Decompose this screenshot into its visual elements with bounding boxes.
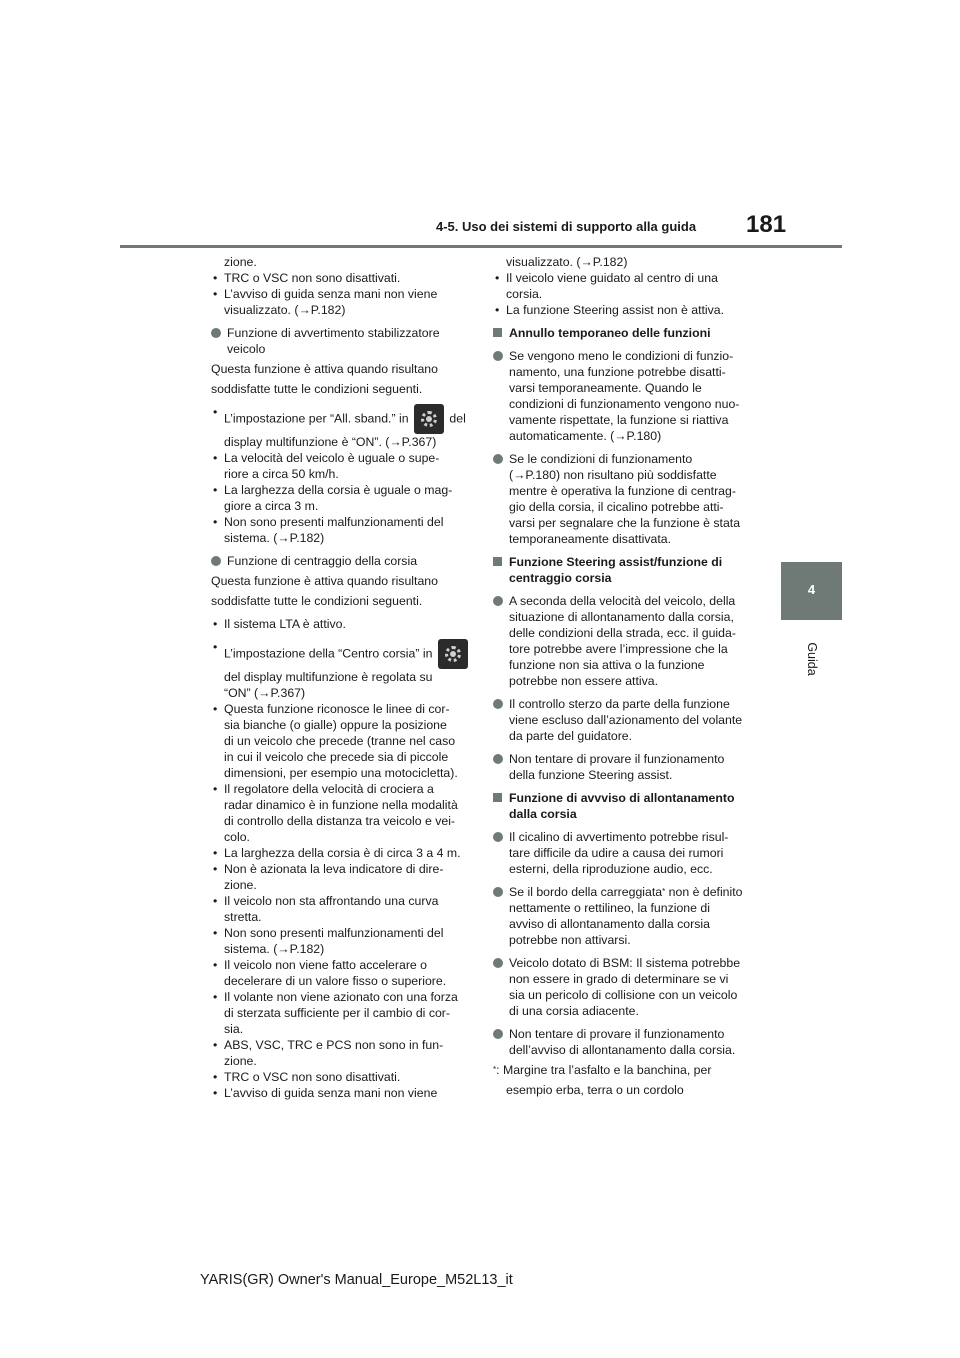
bullet-item: • TRC o VSC non sono disattivati. — [211, 270, 473, 286]
dot-marker-icon — [493, 351, 503, 361]
settings-gear-icon — [414, 404, 444, 434]
dot-marker-icon — [493, 832, 503, 842]
bullet-item: • Non sono presenti malfunzionamenti del sistema. (→P.182) — [211, 514, 473, 546]
dot-marker-icon — [493, 1029, 503, 1039]
header-rule — [120, 245, 842, 248]
section-square-heading: Annullo temporaneo delle funzioni — [493, 325, 755, 341]
paragraph: soddisfatte tutte le condizioni seguenti. — [211, 382, 423, 396]
bullet-item: • L’impostazione per “All. sband.” in del display multifunzione è “ON”. (→P.367) — [211, 404, 473, 450]
bullet-item: • L’avviso di guida senza mani non viene visualizzato. (→P.182) — [211, 286, 473, 318]
bullet-item: • Il volante non viene azionato con una forza di sterzata sufficiente per il cambio di cor- sia. — [211, 989, 473, 1037]
bullet-item: • Non è azionata la leva indicatore di dire- zione. — [211, 861, 473, 893]
bullet-item: • L’impostazione della “Centro corsia” in del display multifunzione è regolata su “ON” (→P.367) — [211, 639, 473, 701]
dot-marker-icon — [493, 699, 503, 709]
dot-marker-icon — [493, 454, 503, 464]
bullet-item: • L’avviso di guida senza mani non viene — [211, 1085, 473, 1101]
square-marker-icon — [493, 793, 502, 802]
bullet-item: • La velocità del veicolo è uguale o supe- riore a circa 50 km/h. — [211, 450, 473, 482]
dot-marker-icon — [493, 958, 503, 968]
bullet-item: • Non sono presenti malfunzionamenti del sistema. (→P.182) — [211, 925, 473, 957]
dot-item: Se il bordo della carreggiata* non è definito nettamente o rettilineo, la funzione di avviso di allontanamento dalla corsia potrebbe non attivarsi. — [493, 884, 755, 948]
footnote: *: Margine tra l’asfalto e la banchina, per — [493, 1063, 712, 1077]
dot-item: Il cicalino di avvertimento potrebbe risul- tare difficile da udire a causa dei rumori esterni, della riproduzione audio, ecc. — [493, 829, 755, 877]
square-marker-icon — [493, 328, 502, 337]
section-dot-heading: Funzione di centraggio della corsia — [211, 553, 473, 569]
section-square-heading: Funzione Steering assist/funzione di centraggio corsia — [493, 554, 755, 586]
text-line: visualizzato. (→P.182) — [506, 255, 628, 269]
bullet-item: • TRC o VSC non sono disattivati. — [211, 1069, 473, 1085]
paragraph: Questa funzione è attiva quando risultano — [211, 574, 438, 588]
left-column — [211, 254, 473, 1101]
dot-item: Non tentare di provare il funzionamento dell’avviso di allontanamento dalla corsia. — [493, 1026, 755, 1058]
settings-gear-icon — [438, 639, 468, 669]
bullet-item: • ABS, VSC, TRC e PCS non sono in fun- zione. — [211, 1037, 473, 1069]
bullet-item: • La funzione Steering assist non è attiva. — [493, 302, 755, 318]
dot-item: Il controllo sterzo da parte della funzione viene escluso dall’azionamento del volante da parte del guidatore. — [493, 696, 755, 744]
bullet-item: • Questa funzione riconosce le linee di cor- sia bianche (o gialle) oppure la posizione di un veicolo che precede (tranne nel caso in cui il veicolo che precede sia di piccole dimensioni, per esempio una motocicletta). — [211, 701, 473, 781]
chapter-number: 4 — [807, 582, 816, 597]
bullet-item: • Il regolatore della velocità di crociera a radar dinamico è in funzione nella modalità di controllo della distanza tra veicolo e vei- colo. — [211, 781, 473, 845]
dot-marker-icon — [493, 887, 503, 897]
bullet-item: • Il veicolo non sta affrontando una curva stretta. — [211, 893, 473, 925]
dot-marker-icon — [493, 754, 503, 764]
dot-marker-icon — [211, 556, 221, 566]
dot-marker-icon — [493, 596, 503, 606]
chapter-label: Guida — [805, 642, 819, 676]
bullet-item: • Il veicolo non viene fatto accelerare o decelerare di un valore fisso o superiore. — [211, 957, 473, 989]
right-column — [493, 254, 755, 1098]
chapter-tab[interactable] — [781, 562, 842, 620]
square-marker-icon — [493, 557, 502, 566]
footnote: esempio erba, terra o un cordolo — [506, 1083, 684, 1097]
bullet-item: • Il veicolo viene guidato al centro di una corsia. — [493, 270, 755, 302]
dot-item: Se vengono meno le condizioni di funzio- namento, una funzione potrebbe disatti- varsi temporaneamente. Quando le condizioni di funzionamento vengono nuo- vamente rispettate, la funzione si riattiva automaticamente. (→P.180) — [493, 348, 755, 444]
dot-item: Se le condizioni di funzionamento (→P.180) non risultano più soddisfatte mentre è operativa la funzione di centrag- gio della corsia, il cicalino potrebbe atti- varsi per segnalare che la funzione è stata temporaneamente disattivata. — [493, 451, 755, 547]
text-line: zione. — [224, 255, 257, 269]
section-square-heading: Funzione di avvviso di allontanamento dalla corsia — [493, 790, 755, 822]
bullet-item: • La larghezza della corsia è uguale o mag- giore a circa 3 m. — [211, 482, 473, 514]
bullet-item: • La larghezza della corsia è di circa 3 a 4 m. — [211, 845, 473, 861]
bullet-item: • Il sistema LTA è attivo. — [211, 616, 473, 632]
dot-item: A seconda della velocità del veicolo, della situazione di allontanamento dalla corsia, delle condizioni della strada, ecc. il guida- tore potrebbe avere l’impressione che la funzione non sia attiva o la funzione potrebbe non essere attiva. — [493, 593, 755, 689]
section-title: 4-5. Uso dei sistemi di supporto alla guida — [436, 219, 697, 234]
section-dot-heading: Funzione di avvertimento stabilizzatore veicolo — [211, 325, 473, 357]
dot-item: Non tentare di provare il funzionamento della funzione Steering assist. — [493, 751, 755, 783]
footer-document-id: YARIS(GR) Owner's Manual_Europe_M52L13_it — [200, 1272, 513, 1288]
paragraph: Questa funzione è attiva quando risultano — [211, 362, 438, 376]
dot-item: Veicolo dotato di BSM: Il sistema potrebbe non essere in grado di determinare se vi sia un pericolo di collisione con un veicolo di una corsia adiacente. — [493, 955, 755, 1019]
paragraph: soddisfatte tutte le condizioni seguenti. — [211, 594, 423, 608]
page-number: 181 — [746, 211, 787, 238]
dot-marker-icon — [211, 328, 221, 338]
